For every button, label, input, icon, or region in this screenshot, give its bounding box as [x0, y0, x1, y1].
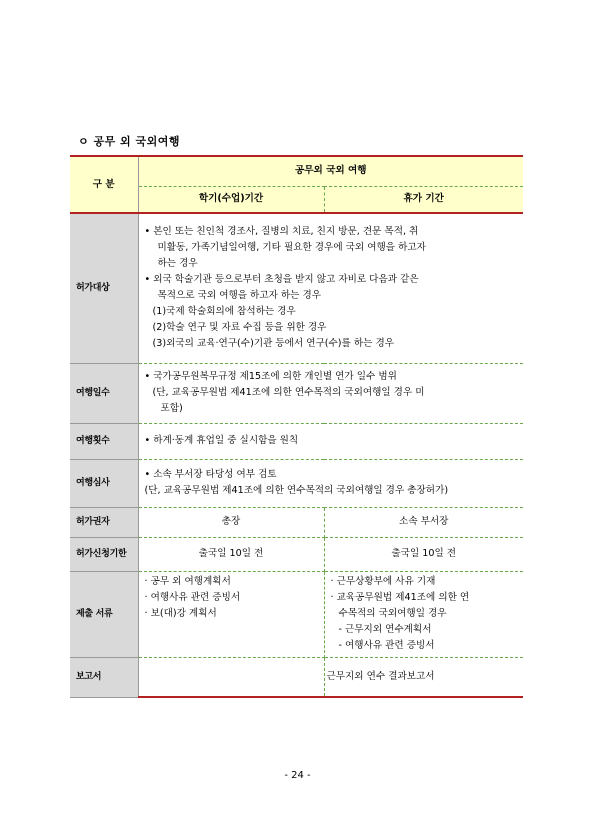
permit-target-item3: (3)외국의 교육·연구(수)기관 등에서 연구(수)를 하는 경우 — [152, 338, 394, 350]
documents-semester — [138, 571, 324, 657]
travel-days-line1: • 국가공무원복무규정 제15조에 의한 개인별 연가 일수 범위 — [144, 371, 397, 382]
deadline-vacation: 출국일 10일 전 — [324, 537, 523, 571]
permit-target-bullet1-line1: • 본인 또는 친인척 경조사, 질병의 치료, 친지 방문, 견문 목적, 취 — [144, 226, 419, 238]
row-label-travel-review: 여행심사 — [70, 459, 138, 507]
report-vacation: 근무지외 연수 결과보고서 — [324, 657, 523, 697]
row-label-documents: 제출 서류 — [70, 571, 138, 657]
row-label-report: 보고서 — [70, 657, 138, 697]
header-semester-period: 학기(수업)기간 — [138, 186, 324, 213]
permit-target-bullet1-line3: 하는 경우 — [157, 258, 198, 270]
header-main: 공무외 국외 여행 — [138, 156, 523, 186]
documents-vacation-line2: · 교육공무원법 제41조에 의한 연 — [330, 592, 470, 603]
documents-semester-line2: · 여행사유 관련 증빙서 — [144, 591, 241, 603]
row-label-application-deadline: 허가신청기한 — [70, 537, 138, 571]
travel-days-line3: 포함) — [160, 403, 183, 414]
overseas-travel-table — [70, 155, 523, 698]
row-label-permit-target: 허가대상 — [70, 213, 138, 363]
documents-vacation — [324, 571, 523, 657]
header-vacation-period: 휴가 기간 — [324, 186, 523, 213]
section-heading: ㅇ 공무 외 국외여행 — [78, 135, 180, 148]
travel-review-content — [138, 459, 523, 507]
documents-vacation-line4: - 근무지외 연수계획서 — [338, 624, 432, 635]
travel-review-line2: (단, 교육공무원법 제41조에 의한 연수목적의 국외여행일 경우 총장허가) — [144, 485, 449, 496]
travel-count-content: • 하계·동계 휴업일 중 실시함을 원칙 — [138, 423, 523, 459]
permit-target-bullet2-line2: 목적으로 국외 여행을 하고자 하는 경우 — [157, 290, 322, 302]
documents-vacation-line1: · 근무상황부에 사유 기재 — [330, 576, 436, 587]
report-semester — [138, 657, 324, 697]
documents-vacation-line5: - 여행사유 관련 증빙서 — [338, 640, 435, 651]
travel-days-line2: (단, 교육공무원법 제41조에 의한 연수목적의 국외여행일 경우 미 — [152, 387, 425, 398]
approver-vacation: 소속 부서장 — [324, 507, 523, 537]
permit-target-bullet2-line1: • 외국 학술기관 등으로부터 초청을 받지 않고 자비로 다음과 같은 — [144, 274, 419, 286]
travel-days-content — [138, 363, 523, 423]
approver-semester: 총장 — [138, 507, 324, 537]
permit-target-bullet1-line2: 미활동, 가족기념일여행, 기타 필요한 경우에 국외 여행을 하고자 — [157, 242, 426, 254]
page-number: - 24 - — [284, 770, 311, 781]
row-label-travel-count: 여행횟수 — [70, 423, 138, 459]
documents-semester-line3: · 보(대)강 계획서 — [144, 607, 217, 619]
row-label-travel-days: 여행일수 — [70, 363, 138, 423]
permit-target-content — [138, 213, 523, 363]
permit-target-item2: (2)학술 연구 및 자료 수집 등을 위한 경우 — [152, 322, 327, 334]
permit-target-item1: (1)국제 학술회의에 참석하는 경우 — [152, 306, 296, 318]
deadline-semester: 출국일 10일 전 — [138, 537, 324, 571]
header-gubun: 구 분 — [70, 156, 138, 213]
documents-vacation-line3: 수목적의 국외여행일 경우 — [338, 608, 447, 619]
travel-review-line1: • 소속 부서장 타당성 여부 검토 — [144, 469, 277, 480]
documents-semester-line1: · 공무 외 여행계획서 — [144, 575, 231, 587]
row-label-approver: 허가권자 — [70, 507, 138, 537]
